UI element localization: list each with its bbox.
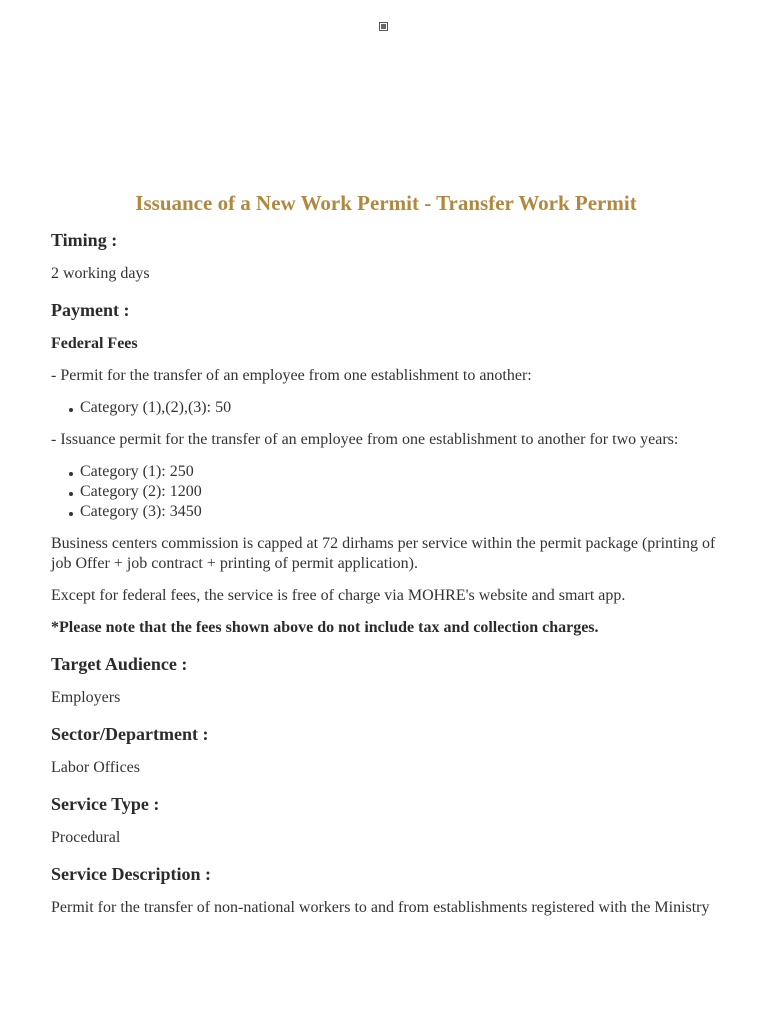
- commission-note: Business centers commission is capped at 72 dirhams per service within the permit package (printing of job Offer + job contract + printing of permit application).: [51, 535, 716, 572]
- timing-value: 2 working days: [51, 265, 150, 282]
- federal-fees-heading: Federal Fees: [51, 335, 138, 352]
- broken-image-icon: [379, 22, 388, 31]
- list-item: Category (2): 1200: [80, 482, 721, 502]
- service-type-value: Procedural: [51, 829, 121, 846]
- free-service-note: Except for federal fees, the service is free of charge via MOHRE's website and smart app.: [51, 587, 626, 604]
- target-audience-heading: Target Audience :: [51, 654, 188, 674]
- service-details: [51, 190, 721, 918]
- list-item: Category (1): 250: [80, 462, 721, 482]
- two-year-permit-intro: - Issuance permit for the transfer of an employee from one establishment to another for two years:: [51, 431, 679, 448]
- target-audience-value: Employers: [51, 689, 121, 706]
- transfer-fee-list: [51, 398, 721, 418]
- tax-note: *Please note that the fees shown above do not include tax and collection charges.: [51, 619, 599, 636]
- service-description-heading: Service Description :: [51, 864, 211, 884]
- sector-value: Labor Offices: [51, 759, 140, 776]
- timing-heading: Timing :: [51, 230, 118, 250]
- transfer-permit-intro: - Permit for the transfer of an employee from one establishment to another:: [51, 367, 532, 384]
- service-description-value: Permit for the transfer of non-national workers to and from establishments registered with the Ministry: [51, 899, 710, 916]
- service-type-heading: Service Type :: [51, 794, 160, 814]
- list-item: Category (1),(2),(3): 50: [80, 398, 721, 418]
- payment-heading: Payment :: [51, 300, 130, 320]
- sector-heading: Sector/Department :: [51, 724, 209, 744]
- list-item: Category (3): 3450: [80, 502, 721, 522]
- page-title: Issuance of a New Work Permit - Transfer Work Permit: [135, 191, 637, 215]
- two-year-fee-list: [51, 462, 721, 522]
